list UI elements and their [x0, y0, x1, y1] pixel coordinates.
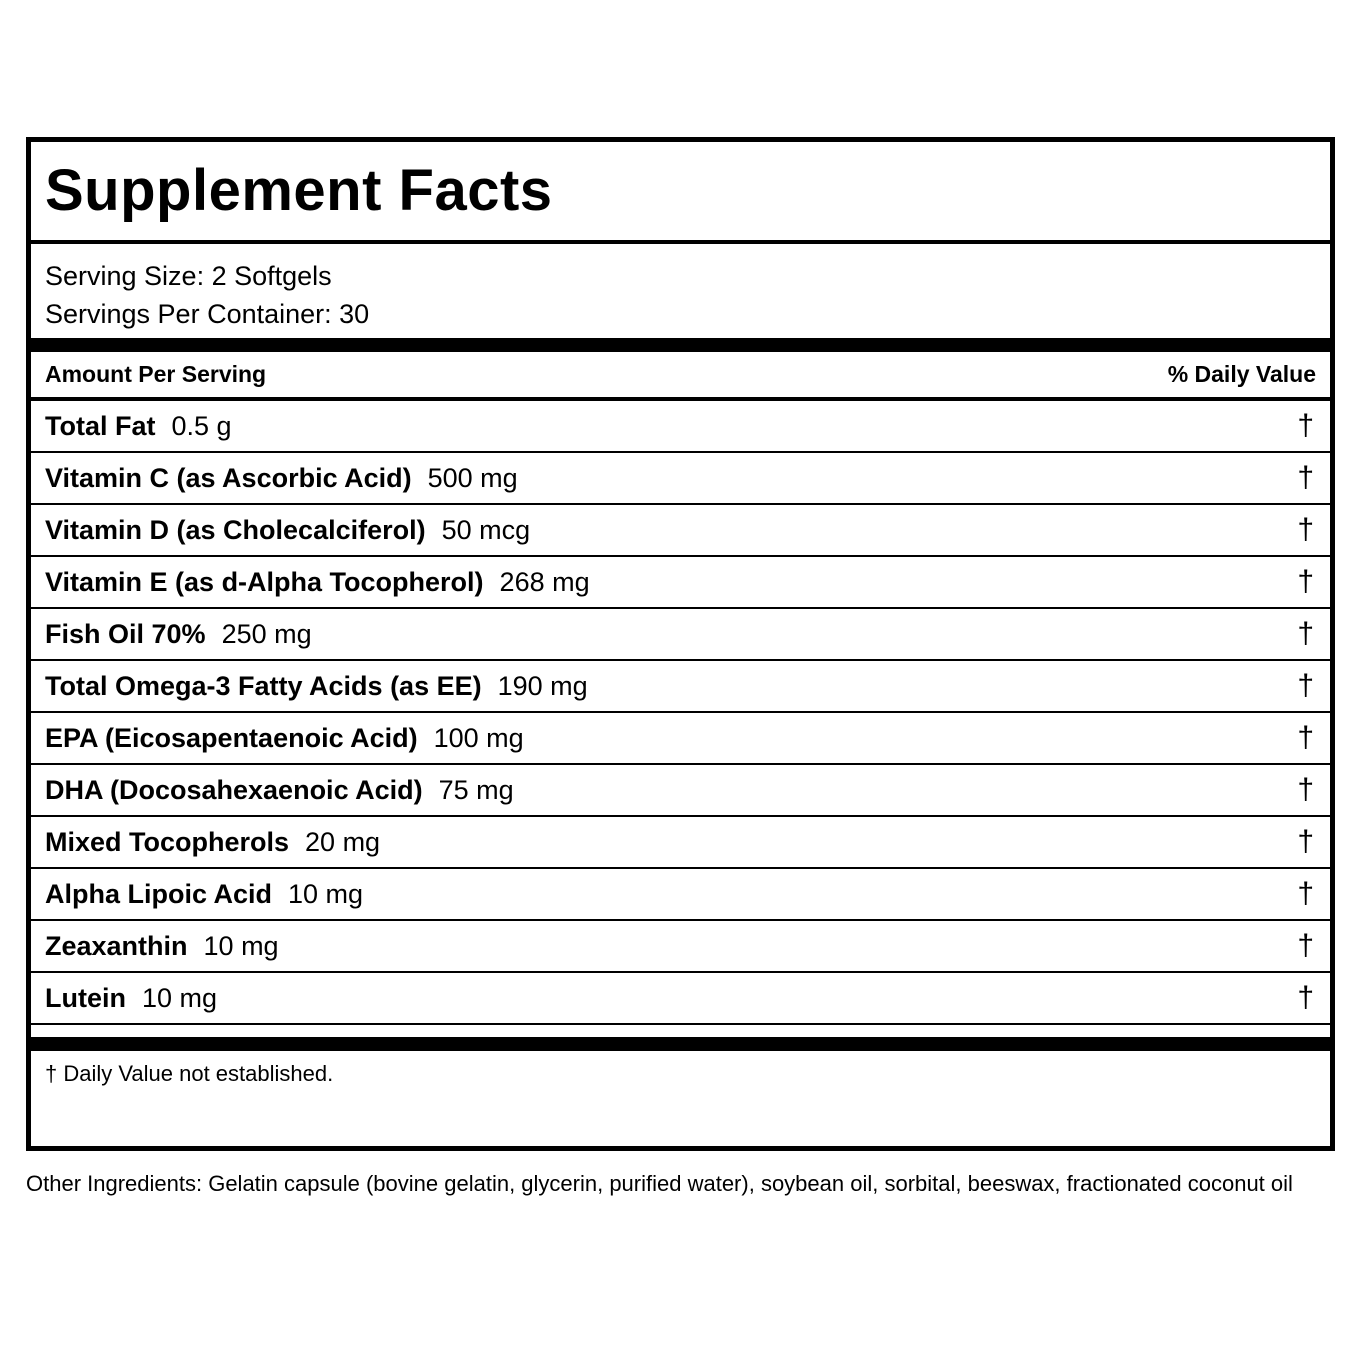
- table-row: [31, 401, 1330, 453]
- nutrient-name: Total Omega-3 Fatty Acids (as EE): [45, 670, 482, 701]
- nutrient-amount: 100 mg: [433, 722, 524, 753]
- table-row: [31, 505, 1330, 557]
- nutrient-amount: 50 mcg: [441, 514, 531, 545]
- table-row: [31, 713, 1330, 765]
- servings-per-container: Servings Per Container: 30: [45, 299, 370, 329]
- serving-size: Serving Size: 2 Softgels: [45, 261, 332, 291]
- nutrient-name: DHA (Docosahexaenoic Acid): [45, 774, 423, 805]
- nutrient-daily-value: †: [1297, 981, 1314, 1014]
- nutrient-daily-value: †: [1297, 461, 1314, 494]
- other-ingredients: Other Ingredients: Gelatin capsule (bovine gelatin, glycerin, purified water), soybean oil, sorbital, beeswax, fractionated coconut oil: [26, 1171, 1293, 1196]
- nutrient-daily-value: †: [1297, 773, 1314, 806]
- nutrient-daily-value: †: [1297, 825, 1314, 858]
- nutrient-name: Zeaxanthin: [45, 930, 188, 961]
- nutrient-amount: 10 mg: [142, 982, 218, 1013]
- table-row: [31, 661, 1330, 713]
- nutrient-name: Fish Oil 70%: [45, 618, 206, 649]
- nutrient-name: EPA (Eicosapentaenoic Acid): [45, 722, 418, 753]
- table-row: [31, 921, 1330, 973]
- table-row: [31, 765, 1330, 817]
- table-row: [31, 453, 1330, 505]
- nutrient-amount: 190 mg: [497, 670, 588, 701]
- nutrient-amount: 0.5 g: [171, 410, 232, 441]
- nutrient-amount: 250 mg: [221, 618, 312, 649]
- table-row: [31, 609, 1330, 661]
- nutrient-amount: 10 mg: [288, 878, 364, 909]
- supplement-facts-panel: [26, 137, 1335, 1151]
- nutrient-list: [31, 401, 1330, 1025]
- nutrient-name: Alpha Lipoic Acid: [45, 878, 273, 909]
- nutrient-daily-value: †: [1297, 721, 1314, 754]
- nutrient-daily-value: †: [1297, 565, 1314, 598]
- nutrient-amount: 20 mg: [305, 826, 381, 857]
- panel-title: Supplement Facts: [31, 142, 1330, 244]
- nutrient-amount: 10 mg: [203, 930, 279, 961]
- table-row: [31, 869, 1330, 921]
- nutrient-daily-value: †: [1297, 929, 1314, 962]
- nutrient-daily-value: †: [1297, 409, 1314, 442]
- table-row: [31, 557, 1330, 609]
- nutrient-amount: 268 mg: [499, 566, 590, 597]
- nutrient-daily-value: †: [1297, 669, 1314, 702]
- thick-divider: [31, 1025, 1330, 1051]
- nutrient-name: Vitamin E (as d-Alpha Tocopherol): [45, 566, 484, 597]
- nutrient-daily-value: †: [1297, 617, 1314, 650]
- nutrient-amount: 500 mg: [427, 462, 518, 493]
- daily-value-footnote: † Daily Value not established.: [45, 1061, 334, 1086]
- nutrient-daily-value: †: [1297, 513, 1314, 546]
- table-row: [31, 817, 1330, 869]
- nutrient-name: Vitamin D (as Cholecalciferol): [45, 514, 426, 545]
- nutrient-amount: 75 mg: [438, 774, 514, 805]
- serving-info: [31, 244, 1330, 352]
- amount-per-serving-header: Amount Per Serving: [45, 361, 267, 387]
- daily-value-header: % Daily Value: [1167, 361, 1316, 387]
- table-header: [31, 352, 1330, 401]
- nutrient-name: Lutein: [45, 982, 126, 1013]
- nutrient-name: Vitamin C (as Ascorbic Acid): [45, 462, 412, 493]
- nutrient-daily-value: †: [1297, 877, 1314, 910]
- table-row: [31, 973, 1330, 1025]
- nutrient-name: Mixed Tocopherols: [45, 826, 290, 857]
- nutrient-name: Total Fat: [45, 410, 156, 441]
